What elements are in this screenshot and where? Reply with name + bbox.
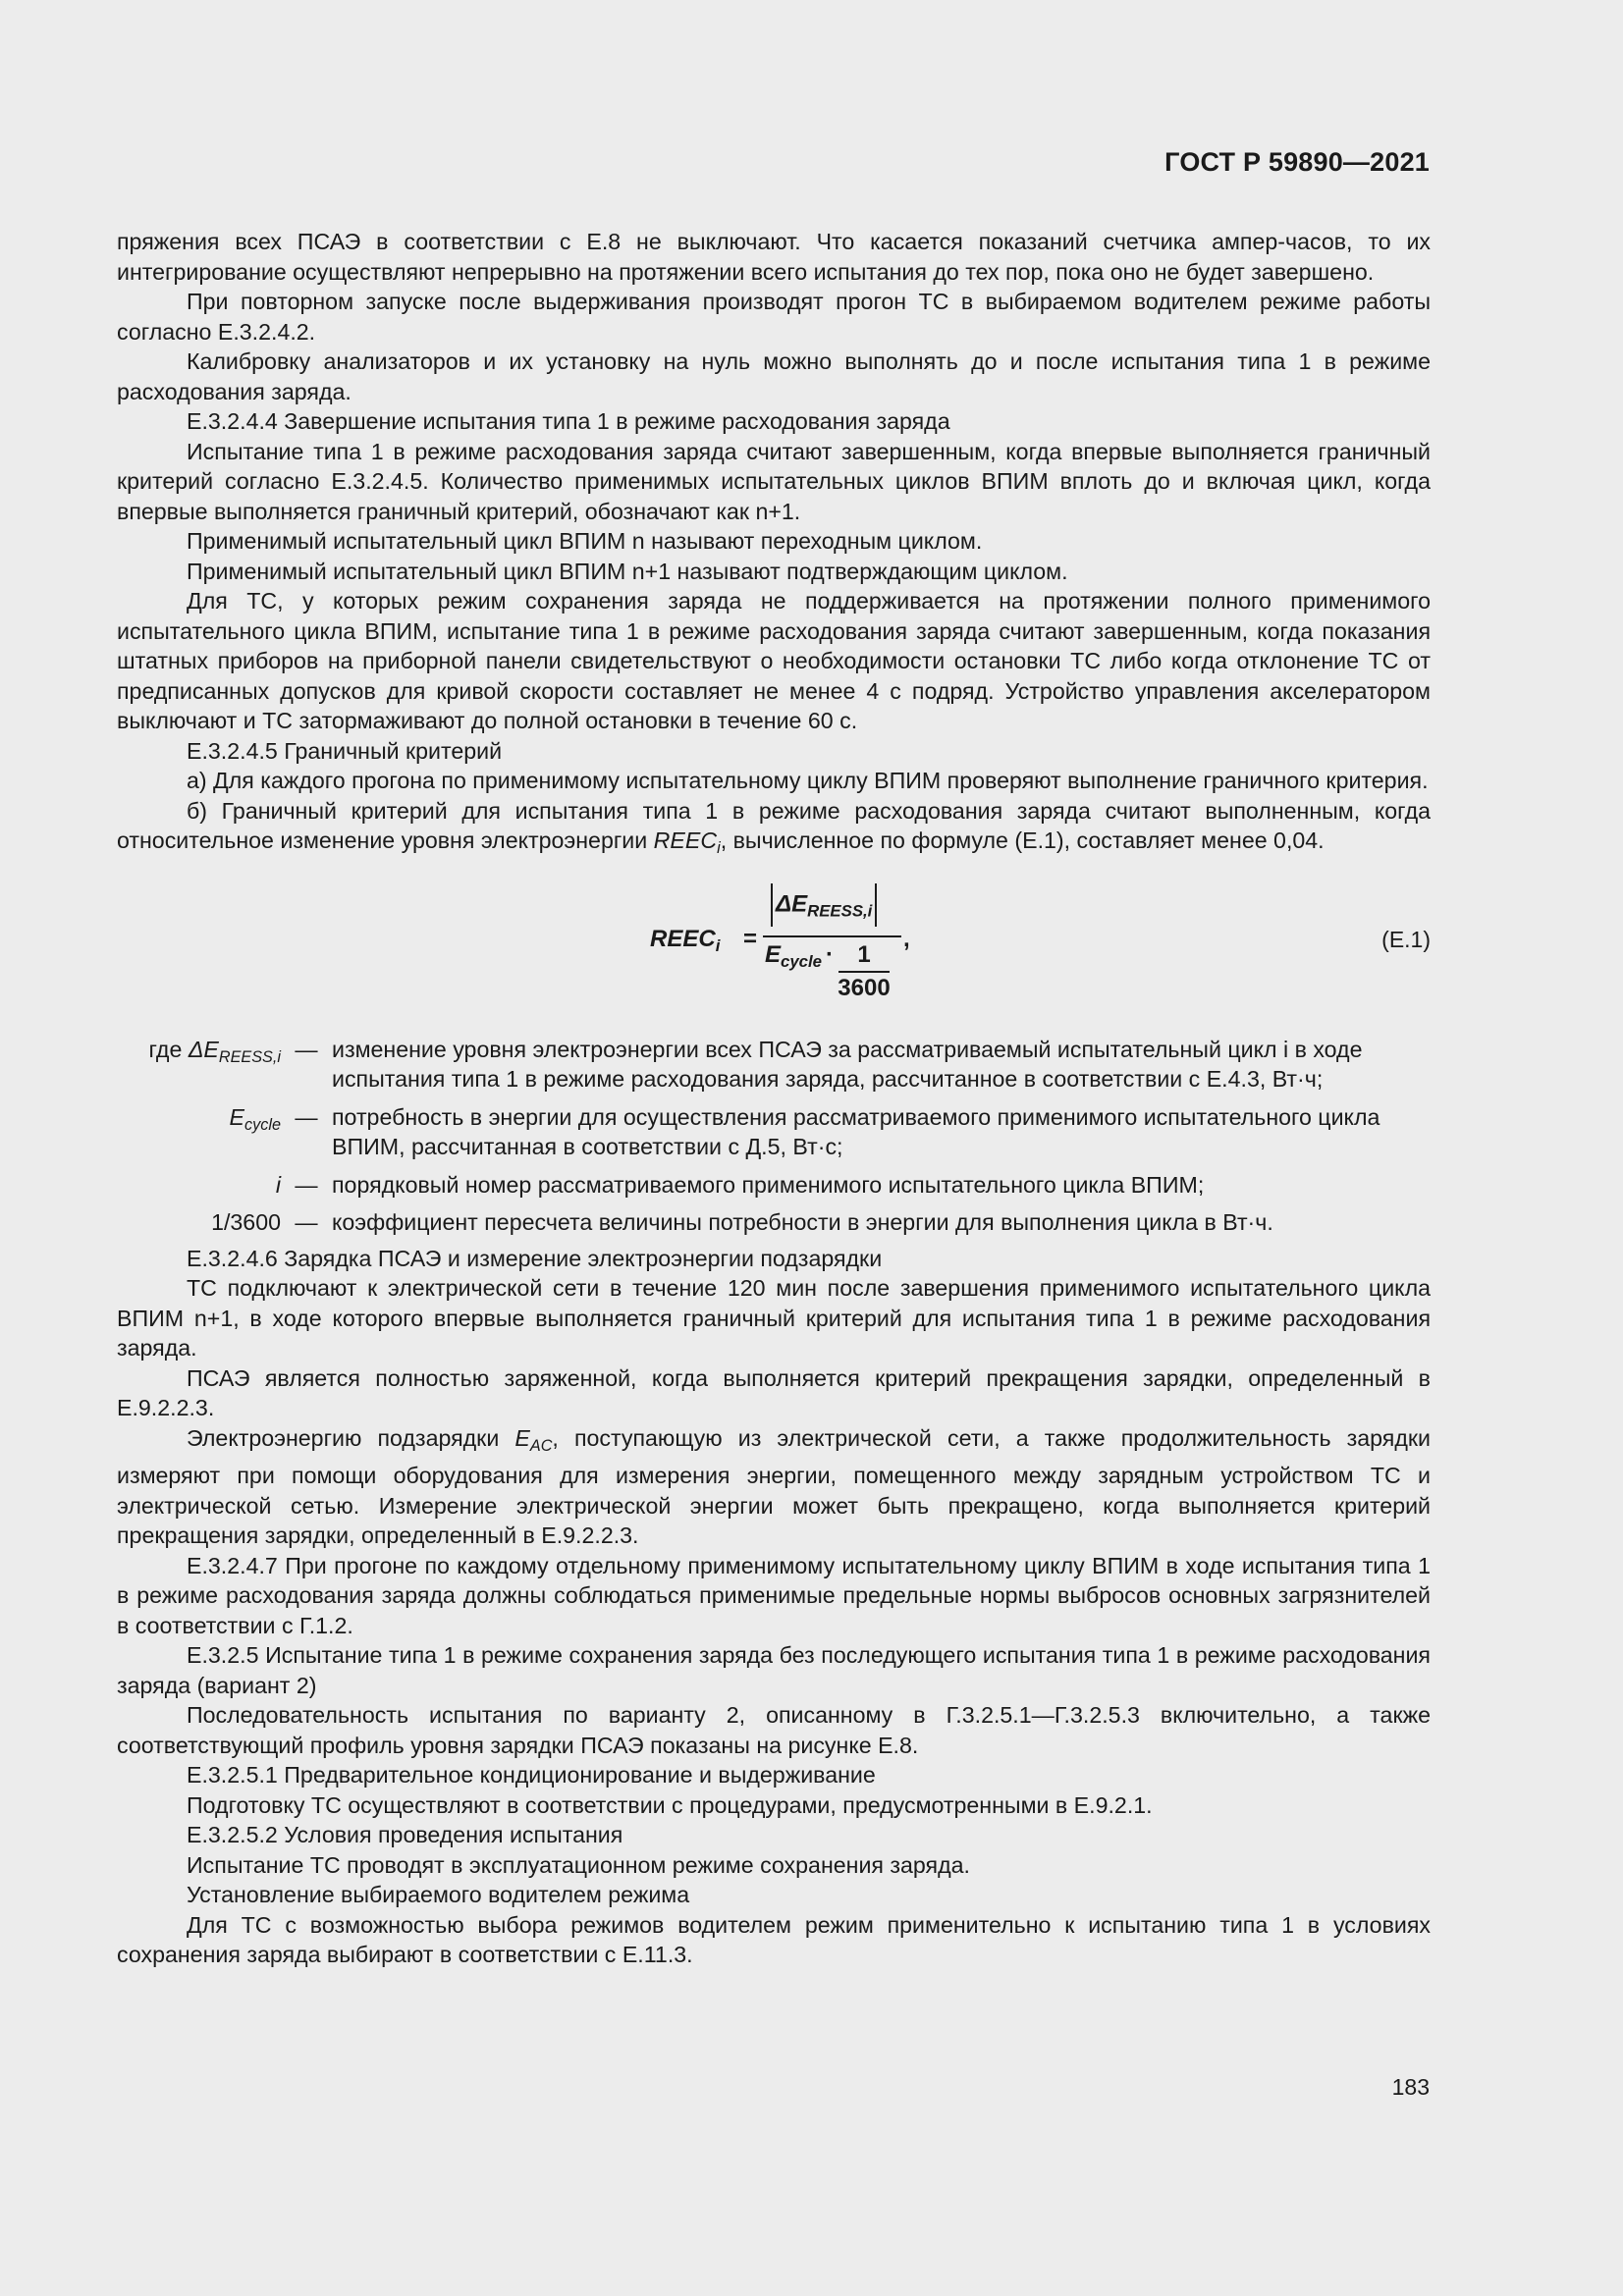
formula-lhs-symbol: REEC <box>650 925 716 952</box>
section-heading: Е.3.2.5.1 Предварительное кондиционирование и выдерживание <box>187 1762 876 1788</box>
paragraph: Для ТС, у которых режим сохранения заряда не поддерживается на протяжении полного применимого испытательного цикла ВПИМ, испытание типа 1 в режиме расходования заряда считают завершенным, когда показания штатных приборов на приборной панели свидетельствуют о необходимости остановки ТС либо когда отклонение ТС от предписанных допусков для кривой скорости составляет не менее 4 с подряд. Устройство управления акселератором выключают и ТС затормаживают до полной остановки в течение 60 с. <box>117 588 1431 733</box>
document-header: ГОСТ Р 59890—2021 <box>1164 147 1430 177</box>
paragraph: пряжения всех ПСАЭ в соответствии с Е.8 не выключают. Что касается показаний счетчика ампер-часов, то их интегрирование осуществляют непрерывно на протяжении всего испытания до тех пор, пока оно не будет завершено. <box>117 229 1431 285</box>
formula-dot: · <box>826 940 835 968</box>
formula-number: (Е.1) <box>1381 926 1431 952</box>
paragraph: ТС подключают к электрической сети в течение 120 мин после завершения применимого испытательного цикла ВПИМ n+1, в ходе которого впервые выполняется граничный критерий для испытания типа 1 в режиме расходования заряда. <box>117 1275 1431 1361</box>
math-symbol: REEC <box>653 828 718 853</box>
definition-dash: — <box>295 1103 318 1130</box>
definition-row <box>117 1200 1431 1238</box>
paragraph: Применимый испытательный цикл ВПИМ n+1 называют подтверждающим циклом. <box>187 558 1068 584</box>
section-heading: Е.3.2.4.4 Завершение испытания типа 1 в режиме расходования заряда <box>187 408 950 434</box>
math-subscript: i <box>717 839 721 857</box>
page-number: 183 <box>1391 2074 1430 2100</box>
formula-den-sub: cycle <box>781 951 823 971</box>
definition-sym: i <box>275 1171 281 1198</box>
formula-small-fraction <box>835 940 893 1004</box>
paragraph: При повторном запуске после выдерживания производят прогон ТС в выбираемом водителем режиме работы согласно Е.3.2.4.2. <box>117 289 1431 345</box>
paragraph-b <box>117 796 1431 864</box>
small-frac-numerator: 1 <box>857 940 871 968</box>
text: Электроэнергию подзарядки <box>187 1424 515 1451</box>
definition-dash: — <box>295 1171 318 1198</box>
formula-delta-e: ΔE <box>776 889 808 917</box>
paragraph: ПСАЭ является полностью заряженной, когда выполняется критерий прекращения зарядки, определенный в Е.9.2.2.3. <box>117 1364 1431 1420</box>
formula-num-sub: REESS,i <box>807 900 873 920</box>
math-subscript: AC <box>529 1436 553 1455</box>
text: , вычисленное по формуле (Е.1), составляет менее 0,04. <box>720 828 1325 853</box>
definition-intro: где <box>148 1036 189 1062</box>
formula-lhs <box>650 925 720 962</box>
paragraph: Для ТС с возможностью выбора режимов водителем режим применительно к испытанию типа 1 в условиях сохранения заряда выбирают в соответствии с Е.11.3. <box>117 1911 1431 1967</box>
definition-symbol <box>117 1095 281 1162</box>
paragraph-eac <box>117 1423 1431 1551</box>
definition-row <box>117 1035 1431 1095</box>
definition-symbol <box>117 1162 281 1201</box>
formula-equals: = <box>743 925 758 952</box>
paragraph: Установление выбираемого водителем режима <box>187 1882 690 1907</box>
definitions-table <box>117 1035 1431 1238</box>
definition-symbol: 1/3600 <box>211 1209 281 1235</box>
section-heading: Е.3.2.4.6 Зарядка ПСАЭ и измерение электроэнергии подзарядки <box>187 1245 883 1271</box>
definition-sym: ΔE <box>188 1036 219 1062</box>
section-heading: Е.3.2.4.5 Граничный критерий <box>187 737 503 764</box>
paragraph: Подготовку ТС осуществляют в соответствии с процедурами, предусмотренными в Е.9.2.1. <box>187 1791 1153 1818</box>
definition-sub: REESS,i <box>218 1047 281 1066</box>
definition-text: изменение уровня электроэнергии всех ПСАЭ за рассматриваемый испытательный цикл i в ходе испытания типа 1 в режиме расходования заряда, рассчитанное в соответствии с Е.4.3, Вт·ч; <box>332 1036 1363 1092</box>
definition-text: коэффициент пересчета величины потребности в энергии для выполнения цикла в Вт·ч. <box>332 1209 1273 1235</box>
definition-sub: cycle <box>244 1115 281 1134</box>
paragraph: Калибровку анализаторов и их установку на нуль можно выполнять до и после испытания типа 1 в режиме расходования заряда. <box>117 348 1431 404</box>
definition-dash: — <box>295 1036 318 1062</box>
formula-block <box>117 881 1431 1007</box>
definition-dash: — <box>295 1209 318 1235</box>
small-frac-denominator: 3600 <box>838 975 891 1001</box>
text: б) Граничный критерий для испытания типа 1 в режиме расходования заряда считают выполненным, когда относительное изменение уровня электроэнергии <box>117 797 1431 853</box>
paragraph: Испытание ТС проводят в эксплуатационном режиме сохранения заряда. <box>187 1851 970 1878</box>
fraction-line <box>763 935 901 937</box>
definition-sym: E <box>229 1103 244 1130</box>
paragraph: Е.3.2.4.7 При прогоне по каждому отдельному применимому испытательному циклу ВПИМ в ходе испытания типа 1 в режиме расходования заряда должны соблюдаться применимые предельные нормы выбросов основных загрязнителей в соответствии с Г.1.2. <box>117 1552 1431 1638</box>
small-frac-line <box>839 971 890 973</box>
paragraph: Последовательность испытания по варианту 2, описанному в Г.3.2.5.1—Г.3.2.5.3 включительно, а также соответствующий профиль уровня зарядки ПСАЭ показаны на рисунке Е.8. <box>117 1702 1431 1758</box>
paragraph: Применимый испытательный цикл ВПИМ n называют переходным циклом. <box>187 528 983 554</box>
section-heading: Е.3.2.5 Испытание типа 1 в режиме сохранения заряда без последующего испытания типа 1 в режиме расходования заряда (вариант 2) <box>117 1642 1431 1698</box>
page-body <box>117 227 1431 1970</box>
text: , поступающую из электрической сети, а также продолжительность зарядки измеряют при помощи оборудования для измерения энергии, помещенного между зарядным устройством ТС и электрической сетью. Измерение электрической энергии может быть прекращено, когда выполняется критерий прекращения зарядки, определенный в Е.9.2.2.3. <box>117 1424 1431 1548</box>
math-symbol: E <box>514 1424 530 1451</box>
definition-text: порядковый номер рассматриваемого применимого испытательного цикла ВПИМ; <box>332 1171 1205 1198</box>
formula-numerator <box>768 883 880 927</box>
paragraph: а) Для каждого прогона по применимому испытательному циклу ВПИМ проверяют выполнение граничного критерия. <box>187 768 1429 793</box>
formula-comma: , <box>903 925 910 952</box>
definition-text: потребность в энергии для осуществления рассматриваемого применимого испытательного цикла ВПИМ, рассчитанная в соответствии с Д.5, Вт·с; <box>332 1103 1380 1159</box>
paragraph: Испытание типа 1 в режиме расходования заряда считают завершенным, когда впервые выполняется граничный критерий согласно Е.3.2.4.5. Количество применимых испытательных циклов ВПИМ вплоть до и включая цикл, когда впервые выполняется граничный критерий, обозначают как n+1. <box>117 438 1431 524</box>
definition-row <box>117 1095 1431 1162</box>
definition-row <box>117 1162 1431 1201</box>
formula-den-e: E <box>765 940 782 968</box>
formula-denominator <box>765 940 838 978</box>
definition-symbol <box>117 1035 281 1095</box>
formula-lhs-sub: i <box>715 935 721 955</box>
section-heading: Е.3.2.5.2 Условия проведения испытания <box>187 1822 623 1847</box>
